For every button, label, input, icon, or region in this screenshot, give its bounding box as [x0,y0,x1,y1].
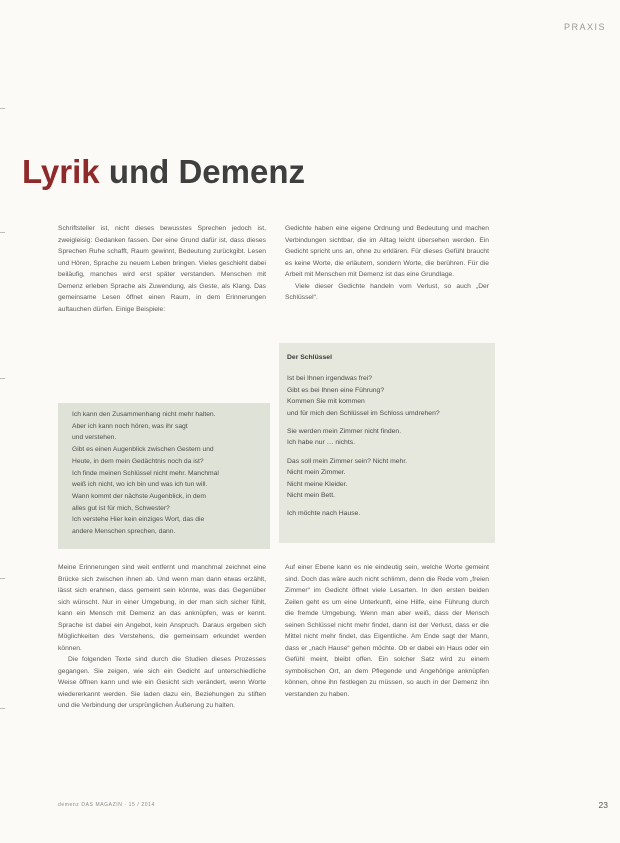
quote-line: weiß ich nicht, wo ich bin und was ich tun will. [72,481,208,489]
quote-line: Aber ich kann noch hören, was ihr sagt [72,422,188,430]
quote-line: Ich verstehe Hier kein einziges Wort, das die [72,516,205,524]
poem-line: Nicht mein Zimmer. [287,469,346,477]
quote-line: Gibt es einen Augenblick zwischen Gestern und [72,446,214,454]
poem-line: und für mich den Schlüssel im Schloss umdrehen? [287,409,440,417]
poem-line: Nicht mein Bett. [287,492,335,500]
poem-line: Ich möchte nach Hause. [287,510,361,518]
paragraph: Viele dieser Gedichte handeln vom Verlust, so auch „Der Schlüssel“. [285,282,489,301]
binding-mark [0,578,5,579]
quote-line: alles gut ist für mich, Schwester? [72,504,170,512]
quote-box [58,403,270,549]
binding-mark [0,378,5,379]
quote-line: Ich finde meinen Schlüssel nicht mehr. Manchmal [72,469,219,477]
poem-title: Der Schlüssel [287,354,332,361]
poem-line: Kommen Sie mit kommen [287,398,365,406]
journal-footer: demenz DAS MAGAZIN · 15 / 2014 [58,802,155,808]
poem-line: Gibt es bei Ihnen eine Führung? [287,386,385,394]
article-title [22,153,305,191]
poem-stanza [287,456,487,502]
poem-stanza [287,426,487,449]
article-title-rest: und Demenz [99,153,306,190]
page-number: 23 [598,800,608,810]
binding-mark [0,708,5,709]
paragraph: Gedichte haben eine eigene Ordnung und Bedeutung und machen Verbindungen sichtbar, die im Alltag leicht übersehen werden. Ein Gedicht spricht uns an, ohne zu erklären. Für dieses Gefühl braucht es keine Worte, die erläutern, sondern Worte, die berühren. Für die Arbeit mit Menschen mit Demenz ist das eine Grundlage. [285,225,489,278]
quote-line: andere Menschen sprechen, dann. [72,528,176,536]
poem-line: Nicht meine Kleider. [287,480,348,488]
quote-line: und verstehen. [72,434,117,442]
article-title-accent: Lyrik [22,153,100,190]
binding-mark [0,232,5,233]
poem-box [279,343,495,543]
paragraph: Meine Erinnerungen sind weit entfernt und manchmal zeichnet eine Brücke sich zwischen ihnen ab. Und wenn man dann etwas erzählt, lässt sich erahnen, dass gemeint sein könnte, was das Gegenüber sich wünscht. Nur in einer Umgebung, in der man sich sicher fühlt, kann ein Mensch mit Demenz an das anknüpfen, was er kennt. Sprache ist dabei ein Angebot, kein Anspruch. Daraus ergeben sich Möglichkeiten des Verstehens, die gemeinsam erkundet werden können. [58,564,266,652]
paragraph: Die folgenden Texte sind durch die Studien dieses Prozesses gegangen. Sie zeigen, wie sich ein Gedicht auf unterschiedliche Weise öffnen kann und wie ein Gesicht sich verändert, wenn Worte wiedererkannt werden. Sie laden dazu ein, Beziehungen zu stiften und die Verbindung der ursprünglichen Äußerung zu halten. [58,656,266,709]
intro-right-column [285,223,489,333]
intro-left-column [58,223,266,383]
body-right-column [285,562,489,788]
paragraph: Schriftsteller ist, nicht dieses bewusstes Sprechen jedoch ist, zweigleisig: Gedanken fassen. Der eine Grund dafür ist, dass dieses Sprechen Ruhe schafft, Raum gewinnt, Bedeutung zurückgibt. Lesen und Hören, Sprache zu neuem Leben bringen. Vieles geschieht dabei beiläufig, manches wird erst später verstanden. Menschen mit Demenz erleben Sprache als Zuwendung, als Geste, als Klang. Das gemeinsame Lesen öffnet einen Raum, in dem Erinnerungen auftauchen dürfen. Einige Beispiele: [58,225,266,313]
poem-line: Ist bei Ihnen irgendwas frei? [287,375,373,383]
quote-line: Heute, in dem mein Gedächtnis noch da ist? [72,457,204,465]
body-left-column [58,562,266,782]
paragraph: Auf einer Ebene kann es nie eindeutig sein, welche Worte gemeint sind. Doch das wäre auch nicht schlimm, denn die Rede vom „freien Zimmer“ im Gedicht öffnet viele Lesarten. In den ersten beiden Zeilen geht es um eine Unterkunft, eine Hilfe, eine Führung durch die fremde Umgebung. Wenn man aber weiß, dass der Mensch seinen Schlüssel nicht mehr findet, dann ist der Verlust, dass er die Mittel nicht mehr findet, das Eigentliche. Am Ende sagt der Mann, dass er „nach Hause“ gehen möchte. Ob er dabei ein Haus oder ein Gefühl meint, bleibt offen. Ein solcher Satz wird zu einem symbolischen Ort, an dem Pflegende und Angehörige anknüpfen können, ohne ihn festlegen zu müssen, so auch in der Demenz ihn verstanden zu haben. [285,564,489,698]
poem-line: Ich habe nur … nichts. [287,439,356,447]
poem-line: Das soll mein Zimmer sein? Nicht mehr. [287,457,408,465]
poem-line: Sie werden mein Zimmer nicht finden. [287,428,402,436]
section-label: PRAXIS [563,22,606,32]
quote-line: Wann kommt der nächste Augenblick, in dem [72,492,206,500]
poem-stanza [287,373,487,419]
poem-stanza [287,508,487,519]
binding-mark [0,108,5,109]
quote-line: Ich kann den Zusammenhang nicht mehr halten. [72,411,216,418]
